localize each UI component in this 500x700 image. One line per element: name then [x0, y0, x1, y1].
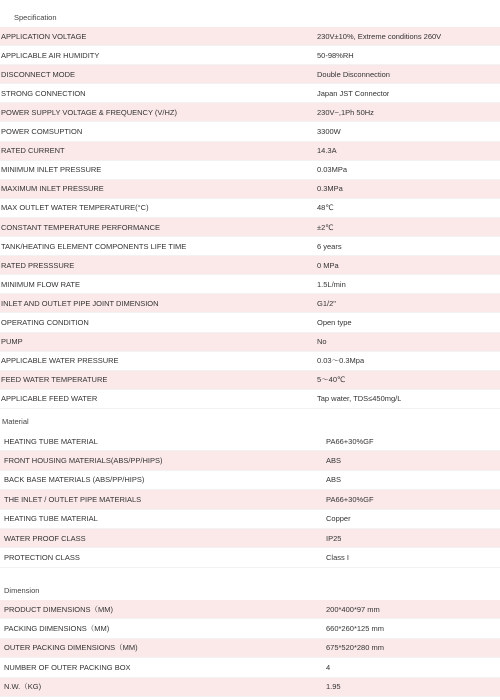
spec-label: HEATING TUBE MATERIAL — [4, 436, 98, 446]
spec-label: THE INLET / OUTLET PIPE MATERIALS — [4, 494, 142, 504]
specification-spec-row — [0, 199, 500, 218]
spec-value: IP25 — [326, 533, 342, 543]
spec-label: FEED WATER TEMPERATURE — [1, 375, 108, 385]
specification-spec-row — [0, 352, 500, 371]
spec-label: PRODUCT DIMENSIONS（MM) — [4, 604, 114, 614]
spec-label: TANK/HEATING ELEMENT COMPONENTS LIFE TIME — [1, 241, 187, 251]
spec-value: PA66+30%GF — [326, 494, 374, 504]
spec-label: APPLICABLE AIR HUMIDITY — [1, 50, 100, 60]
spec-value: 230V~,1Ph 50Hz — [317, 107, 374, 117]
dimension-spec-row — [0, 678, 500, 697]
spec-value: 48℃ — [317, 203, 334, 213]
spec-label: MAX OUTLET WATER TEMPERATURE(°C) — [1, 203, 149, 213]
specification-spec-row — [0, 294, 500, 313]
spec-label: NUMBER OF OUTER PACKING BOX — [4, 662, 131, 672]
spec-label: MAXIMUM INLET PRESSURE — [1, 184, 104, 194]
spec-value: 0 MPa — [317, 260, 339, 270]
spec-label: CONSTANT TEMPERATURE PERFORMANCE — [1, 222, 161, 232]
specification-spec-row — [0, 65, 500, 84]
spec-value: PA66+30%GF — [326, 436, 374, 446]
spec-label: APPLICATION VOLTAGE — [1, 31, 87, 41]
material-spec-row — [0, 451, 500, 470]
material-spec-row — [0, 432, 500, 451]
spec-label: POWER COMSUPTION — [1, 127, 83, 137]
spec-label: POWER SUPPLY VOLTAGE & FREQUENCY (V/HZ) — [1, 107, 178, 117]
spec-label: OPERATING CONDITION — [1, 318, 89, 328]
spec-value: ABS — [326, 456, 342, 466]
spec-value: Tap water, TDS≤450mg/L — [317, 394, 402, 404]
spec-label: WATER PROOF CLASS — [4, 533, 86, 543]
material-spec-row — [0, 471, 500, 490]
spec-value: Class I — [326, 553, 349, 563]
dimension-spec-row — [0, 639, 500, 658]
specification-spec-row — [0, 84, 500, 103]
spec-label: PACKING DIMENSIONS（MM) — [4, 624, 110, 634]
spec-value: 0.03～0.3Mpa — [317, 356, 365, 366]
specification-spec-row — [0, 27, 500, 46]
spec-value: 4 — [326, 662, 331, 672]
material-spec-row — [0, 529, 500, 548]
spec-value: Double Disconnection — [317, 69, 390, 79]
spec-value: Copper — [326, 514, 351, 524]
spec-value: 675*520*280 mm — [326, 643, 384, 653]
spec-label: RATED PRESSSURE — [1, 260, 75, 270]
dimension-spec-row — [0, 619, 500, 638]
spec-label: MINIMUM INLET PRESSURE — [1, 165, 102, 175]
spec-value: 0.03MPa — [317, 165, 348, 175]
spec-value: 14.3A — [317, 146, 337, 156]
spec-value: 1.5L/min — [317, 279, 346, 289]
specification-spec-row — [0, 218, 500, 237]
material-spec-row — [0, 548, 500, 567]
specification-spec-row — [0, 142, 500, 161]
specification-spec-row — [0, 333, 500, 352]
spec-value: ABS — [326, 475, 342, 485]
specification-spec-row — [0, 275, 500, 294]
spec-value: 0.3MPa — [317, 184, 343, 194]
specification-spec-row — [0, 256, 500, 275]
spec-label: STRONG CONNECTION — [1, 88, 86, 98]
spec-value: Open type — [317, 318, 352, 328]
spec-label: INLET AND OUTLET PIPE JOINT DIMENSION — [1, 298, 159, 308]
spec-value: 3300W — [317, 127, 341, 137]
specification-spec-row — [0, 103, 500, 122]
spec-label: PROTECTION CLASS — [4, 553, 80, 563]
specification-spec-row — [0, 371, 500, 390]
spec-label: DISCONNECT MODE — [1, 69, 76, 79]
dimension-spec-row — [0, 658, 500, 677]
spec-label: BACK BASE MATERIALS (ABS/PP/HIPS) — [4, 475, 145, 485]
spec-label: APPLICABLE FEED WATER — [1, 394, 98, 404]
specification-spec-row — [0, 123, 500, 142]
spec-label: APPLICABLE WATER PRESSURE — [1, 356, 119, 366]
spec-label: OUTER PACKING DIMENSIONS（MM) — [4, 643, 138, 653]
specification-spec-row — [0, 161, 500, 180]
spec-label: N.W.（KG) — [4, 682, 42, 692]
dimension-spec-row — [0, 600, 500, 619]
spec-value: Japan JST Connector — [317, 88, 390, 98]
specification-spec-row — [0, 237, 500, 256]
spec-value: 200*400*97 mm — [326, 604, 380, 614]
material-section-title: Material — [0, 414, 500, 430]
specification-spec-row — [0, 390, 500, 409]
spec-value: 6 years — [317, 241, 342, 251]
spec-value: ±2℃ — [317, 222, 334, 232]
spec-label: MINIMUM FLOW RATE — [1, 279, 81, 289]
specification-spec-row — [0, 314, 500, 333]
spec-label: HEATING TUBE MATERIAL — [4, 514, 98, 524]
specification-spec-row — [0, 46, 500, 65]
spec-value: 50-98%RH — [317, 50, 354, 60]
spec-value: No — [317, 337, 327, 347]
material-spec-row — [0, 510, 500, 529]
dimension-section-title: Dimension — [0, 582, 500, 600]
spec-label: RATED CURRENT — [1, 146, 65, 156]
specification-section-title: Specification — [0, 10, 500, 26]
spec-value: 660*260*125 mm — [326, 624, 384, 634]
spec-label: FRONT HOUSING MATERIALS(ABS/PP/HIPS) — [4, 456, 163, 466]
spec-value: 1.95 — [326, 682, 341, 692]
spec-label: PUMP — [1, 337, 23, 347]
spec-value: 5～40℃ — [317, 375, 346, 385]
specification-spec-row — [0, 180, 500, 199]
spec-value: 230V±10%, Extreme conditions 260V — [317, 31, 442, 41]
material-spec-row — [0, 490, 500, 509]
spec-value: G1/2" — [317, 298, 336, 308]
